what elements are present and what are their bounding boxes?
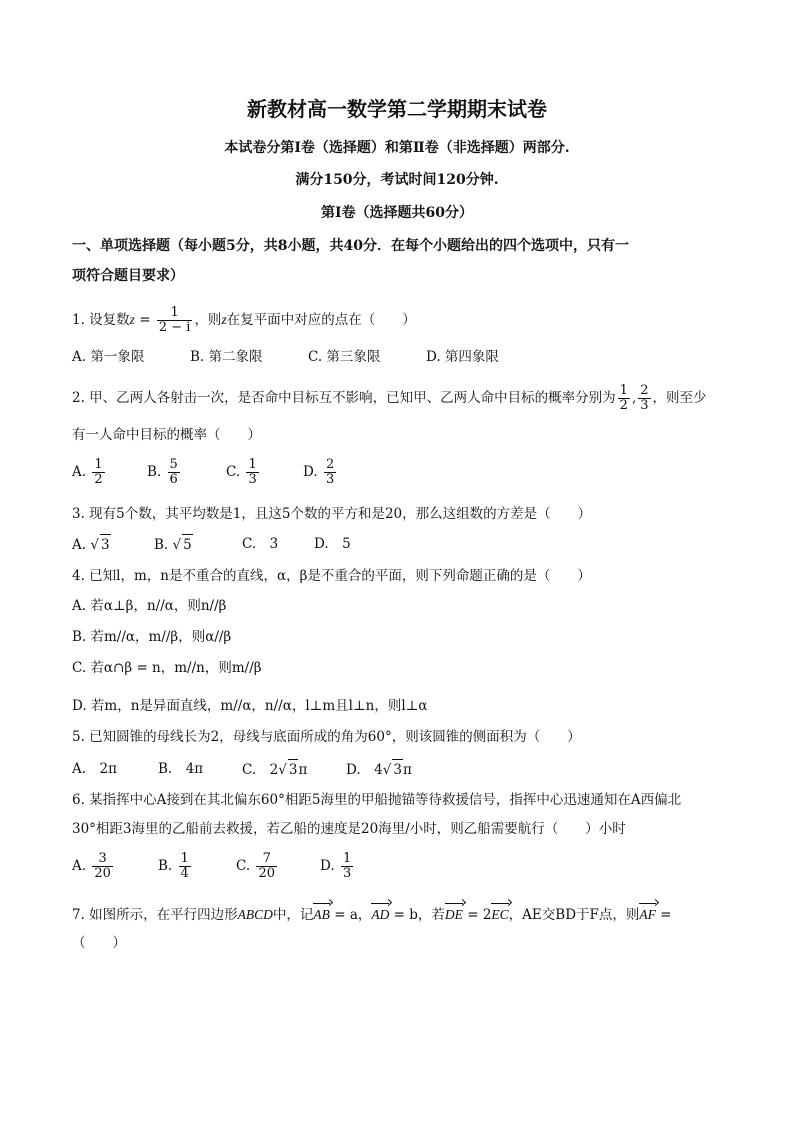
- q7-vector-af: AF: [639, 905, 656, 925]
- question-2-line2: 有一人命中目标的概率（ ）: [72, 427, 261, 443]
- q2-opt-d-num: 2: [325, 457, 335, 472]
- q3-opt-a-label: A.: [72, 537, 87, 553]
- q6-opt-c-num: 7: [262, 851, 271, 866]
- q2-opt-a-den: 2: [94, 472, 103, 487]
- q2-text: 2. 甲、乙两人各射击一次，是否命中目标互不影响，已知甲、乙两人命中目标的概率分别为: [72, 390, 616, 406]
- q5-opt-c-post: π: [298, 762, 308, 778]
- q1-text-post: ，则: [194, 312, 222, 328]
- q1-text-pre: 1. 设复数: [72, 312, 130, 328]
- q2-opt-b-label: B.: [147, 464, 162, 480]
- question-5: 5. 已知圆锥的母线长为2，母线与底面所成的角为60°，则该圆锥的侧面积为（ ）: [72, 729, 581, 745]
- q2-option-a: [72, 458, 107, 487]
- q7-vector-ab: AB: [313, 905, 330, 925]
- question-2-line1: 2. 甲、乙两人各射击一次，是否命中目标互不影响，已知甲、乙两人命中目标的概率分别为 $\frac{1}{2}$ , $\frac{2}{3}$ ，则至少: [72, 383, 707, 413]
- q1-option-a: A. 第一象限: [72, 349, 145, 365]
- q3-option-c: [242, 534, 278, 554]
- q1-eq: =: [134, 312, 155, 328]
- q3-opt-d-label: D.: [314, 536, 329, 552]
- q1-frac-den: 2 − i: [158, 320, 191, 335]
- q7-mid1: 中，记: [272, 907, 314, 923]
- question-4: 4. 已知l，m，n是不重合的直线，α，β是不重合的平面，则下列命题正确的是（ ）: [72, 568, 591, 584]
- q4-option-b: B. 若m//α，m//β，则α//β: [72, 629, 232, 645]
- q6-option-d: [320, 852, 355, 881]
- q2-option-c: [226, 458, 261, 487]
- q4-option-c: C. 若α∩β = n，m//n，则m//β: [72, 660, 262, 676]
- q1-frac-num: 1: [170, 305, 179, 320]
- q3-opt-c-label: C.: [242, 536, 257, 552]
- q2-opt-a-label: A.: [72, 464, 87, 480]
- q5-opt-d-pre: D. 4: [346, 762, 383, 778]
- q2-opt-c-den: 3: [248, 472, 257, 487]
- q6-opt-b-num: 1: [180, 851, 189, 866]
- q7-abcd: ABCD: [237, 907, 273, 922]
- q6-option-b: [158, 852, 193, 881]
- q7-end: =: [655, 907, 672, 923]
- q6-option-a: [72, 852, 115, 881]
- q5-opt-c-pre: C. 2: [242, 762, 279, 778]
- q7-eq-a: = a，: [329, 907, 372, 923]
- q6-opt-d-den: 3: [342, 866, 352, 881]
- q1-fraction: [157, 306, 193, 335]
- q3-opt-c-val: 3: [269, 536, 279, 552]
- q1-option-d: D. 第四象限: [426, 349, 499, 365]
- q3-opt-d-val: 5: [342, 536, 351, 552]
- q5-opt-c-rad: 3: [288, 759, 299, 780]
- q7-vector-ec: EC: [491, 905, 508, 925]
- q3-option-a: A. √ 3: [72, 534, 111, 555]
- q2-option-b: [147, 458, 182, 487]
- page-title: 新教材高一数学第二学期期末试卷: [247, 97, 547, 121]
- q2-prob-2: [638, 384, 650, 413]
- question-7-line2: （ ）: [72, 935, 126, 951]
- q6-opt-c-label: C.: [236, 858, 251, 874]
- q5-option-c: C. 2√ 3π: [242, 759, 307, 780]
- q6-opt-a-den: 20: [94, 866, 111, 881]
- q7-eq-b: = b，若: [389, 907, 445, 923]
- q5-option-a: A. 2π: [72, 761, 118, 777]
- q2-opt-b-num: 5: [169, 457, 178, 472]
- q4-option-d: D. 若m，n是异面直线，m//α，n//α，l⊥m且l⊥n，则l⊥α: [72, 698, 428, 714]
- q2-p1-den: 2: [619, 398, 628, 413]
- q5-opt-d-rad: 3: [392, 759, 403, 780]
- q2-opt-d-den: 3: [325, 472, 335, 487]
- part-one-heading: 第Ⅰ卷（选择题共60分）: [320, 205, 474, 221]
- q2-opt-d-label: D.: [303, 464, 318, 480]
- q3-option-b: B. √ 5: [154, 534, 193, 555]
- q3-opt-a-val: 3: [100, 534, 111, 555]
- q6-opt-d-label: D.: [320, 858, 335, 874]
- q1-var-z: z: [129, 312, 135, 327]
- q3-opt-b-val: 5: [182, 534, 193, 555]
- q2-opt-c-label: C.: [226, 464, 241, 480]
- q2-text-end: ，则至少: [652, 390, 707, 406]
- q2-opt-b-den: 6: [169, 472, 178, 487]
- q7-pre: 7. 如图所示，在平行四边形: [72, 907, 238, 923]
- q1-option-c: C. 第三象限: [308, 349, 381, 365]
- q7-mid2: ，AE交BD于F点，则: [508, 907, 640, 923]
- q6-opt-c-den: 20: [258, 866, 275, 881]
- q1-text-post2: 在复平面中对应的点在（ ）: [226, 312, 416, 328]
- q5-opt-d-post: π: [402, 762, 412, 778]
- q2-prob-1: [618, 384, 630, 413]
- q2-option-d: [303, 458, 338, 487]
- q5-option-b: B. 4π: [158, 761, 204, 777]
- q2-p1-num: 1: [619, 383, 628, 398]
- q2-opt-c-num: 1: [248, 457, 257, 472]
- q3-option-d: [314, 534, 351, 554]
- question-6-line2: 30°相距3海里的乙船前去救援，若乙船的速度是20海里/小时，则乙船需要航行（ ）小时: [72, 821, 626, 837]
- q1-var-z-2: z: [221, 312, 227, 327]
- q6-opt-b-label: B.: [158, 858, 173, 874]
- q4-option-a: A. 若α⊥β，n//α，则n//β: [72, 598, 227, 614]
- question-1: [72, 306, 416, 335]
- q6-opt-b-den: 4: [180, 866, 189, 881]
- q2-p2-num: 2: [640, 383, 649, 398]
- question-6-line1: 6. 某指挥中心A接到在其北偏东60°相距5海里的甲船抛锚等待救援信号，指挥中心迅速通知在A西偏北: [72, 792, 682, 808]
- q7-vector-ad: AD: [371, 905, 389, 925]
- q6-opt-a-label: A.: [72, 858, 87, 874]
- q2-opt-a-num: 1: [94, 457, 103, 472]
- score-time-note: 满分150分，考试时间120分钟.: [295, 172, 499, 188]
- q6-opt-d-num: 1: [342, 851, 352, 866]
- q5-option-d: D. 4√ 3π: [346, 759, 412, 780]
- section-heading-line1: 一、单项选择题（每小题5分，共8小题，共40分．在每个小题给出的四个选项中，只有一: [72, 238, 629, 254]
- q1-option-b: B. 第二象限: [190, 349, 263, 365]
- q6-opt-a-num: 3: [98, 851, 107, 866]
- question-3: 3. 现有5个数，其平均数是1，且这5个数的平方和是20，那么这组数的方差是（ ）: [72, 506, 592, 522]
- q6-option-c: [236, 852, 279, 881]
- q7-eq-c: = 2: [462, 907, 492, 923]
- q3-opt-b-label: B.: [154, 537, 169, 553]
- exam-structure-note: 本试卷分第Ⅰ卷（选择题）和第Ⅱ卷（非选择题）两部分.: [224, 140, 570, 156]
- section-heading-line2: 项符合题目要求）: [72, 268, 184, 284]
- question-7: [72, 905, 672, 925]
- q2-p2-den: 3: [640, 398, 649, 413]
- q7-vector-de: DE: [445, 905, 463, 925]
